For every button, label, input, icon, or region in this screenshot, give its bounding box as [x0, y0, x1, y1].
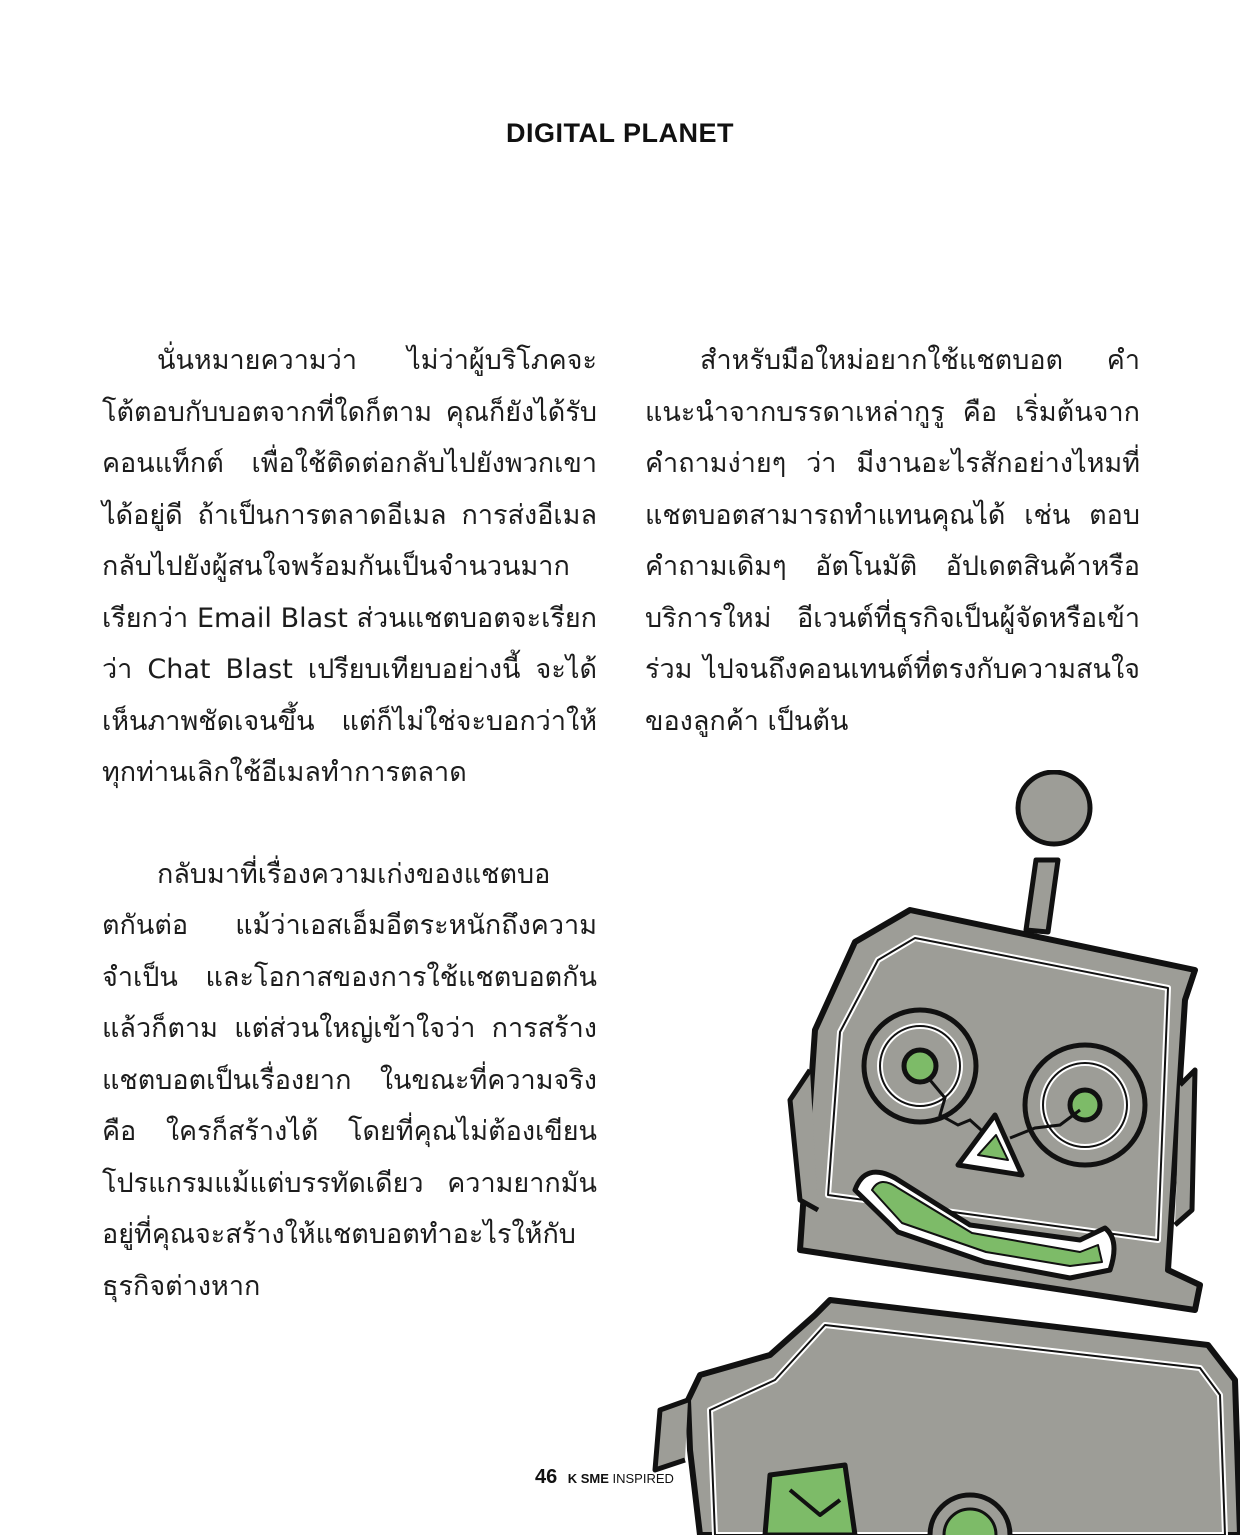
- robot-body: [655, 1300, 1240, 1535]
- robot-eye-left: [864, 1010, 976, 1122]
- magazine-brand: K SME: [567, 1471, 609, 1486]
- robot-illustration: [640, 770, 1240, 1535]
- article-paragraph: นั่นหมายความว่า ไม่ว่าผู้บริโภคจะโต้ตอบกับบอตจากที่ใดก็ตาม คุณก็ยังได้รับคอนแท็กต์ เพื่อใช้ติดต่อกลับไปยังพวกเขาได้อยู่ดี ถ้าเป็นการตลาดอีเมล การส่งอีเมลกลับไปยังผู้สนใจพร้อมกันเป็นจำนวนมากเรียกว่า Email Blast ส่วนแชตบอตจะเรียกว่า Chat Blast เปรียบเทียบอย่างนี้ จะได้เห็นภาพชัดเจนขึ้น แต่ก็ไม่ใช่จะบอกว่าให้ทุกท่านเลิกใช้อีเมลทำการตลาด: [102, 345, 597, 788]
- article-paragraph: สำหรับมือใหม่อยากใช้แชตบอต คำแนะนำจากบรรดาเหล่ากูรู คือ เริ่มต้นจากคำถามง่ายๆ ว่า มีงานอะไรสักอย่างไหมที่แชตบอตสามารถทำแทนคุณได้ เช่น ตอบคำถามเดิมๆ อัตโนมัติ อัปเดตสินค้าหรือบริการใหม่ อีเวนต์ที่ธุรกิจเป็นผู้จัดหรือเข้าร่วม ไปจนถึงคอนเทนต์ที่ตรงกับความสนใจของลูกค้า เป็นต้น: [645, 345, 1140, 737]
- section-title: DIGITAL PLANET: [506, 118, 734, 148]
- right-column: [645, 335, 1140, 797]
- magazine-suffix: INSPIRED: [608, 1471, 674, 1486]
- page-footer: [535, 1466, 674, 1489]
- robot-eye-right: [1025, 1045, 1145, 1165]
- article-paragraph: กลับมาที่เรื่องความเก่งของแชตบอตกันต่อ แม้ว่าเอสเอ็มอีตระหนักถึงความจำเป็น และโอกาสของการใช้แชตบอตกันแล้วก็ตาม แต่ส่วนใหญ่เข้าใจว่า การสร้างแชตบอตเป็นเรื่องยาก ในขณะที่ความจริงคือ ใครก็สร้างได้ โดยที่คุณไม่ต้องเขียนโปรแกรมแม้แต่บรรทัดเดียว ความยากมันอยู่ที่คุณจะสร้างให้แชตบอตทำอะไรให้กับธุรกิจต่างหาก: [102, 858, 597, 1302]
- left-column: [102, 335, 597, 1362]
- robot-antenna: [1018, 772, 1090, 932]
- page-number: 46: [535, 1466, 558, 1488]
